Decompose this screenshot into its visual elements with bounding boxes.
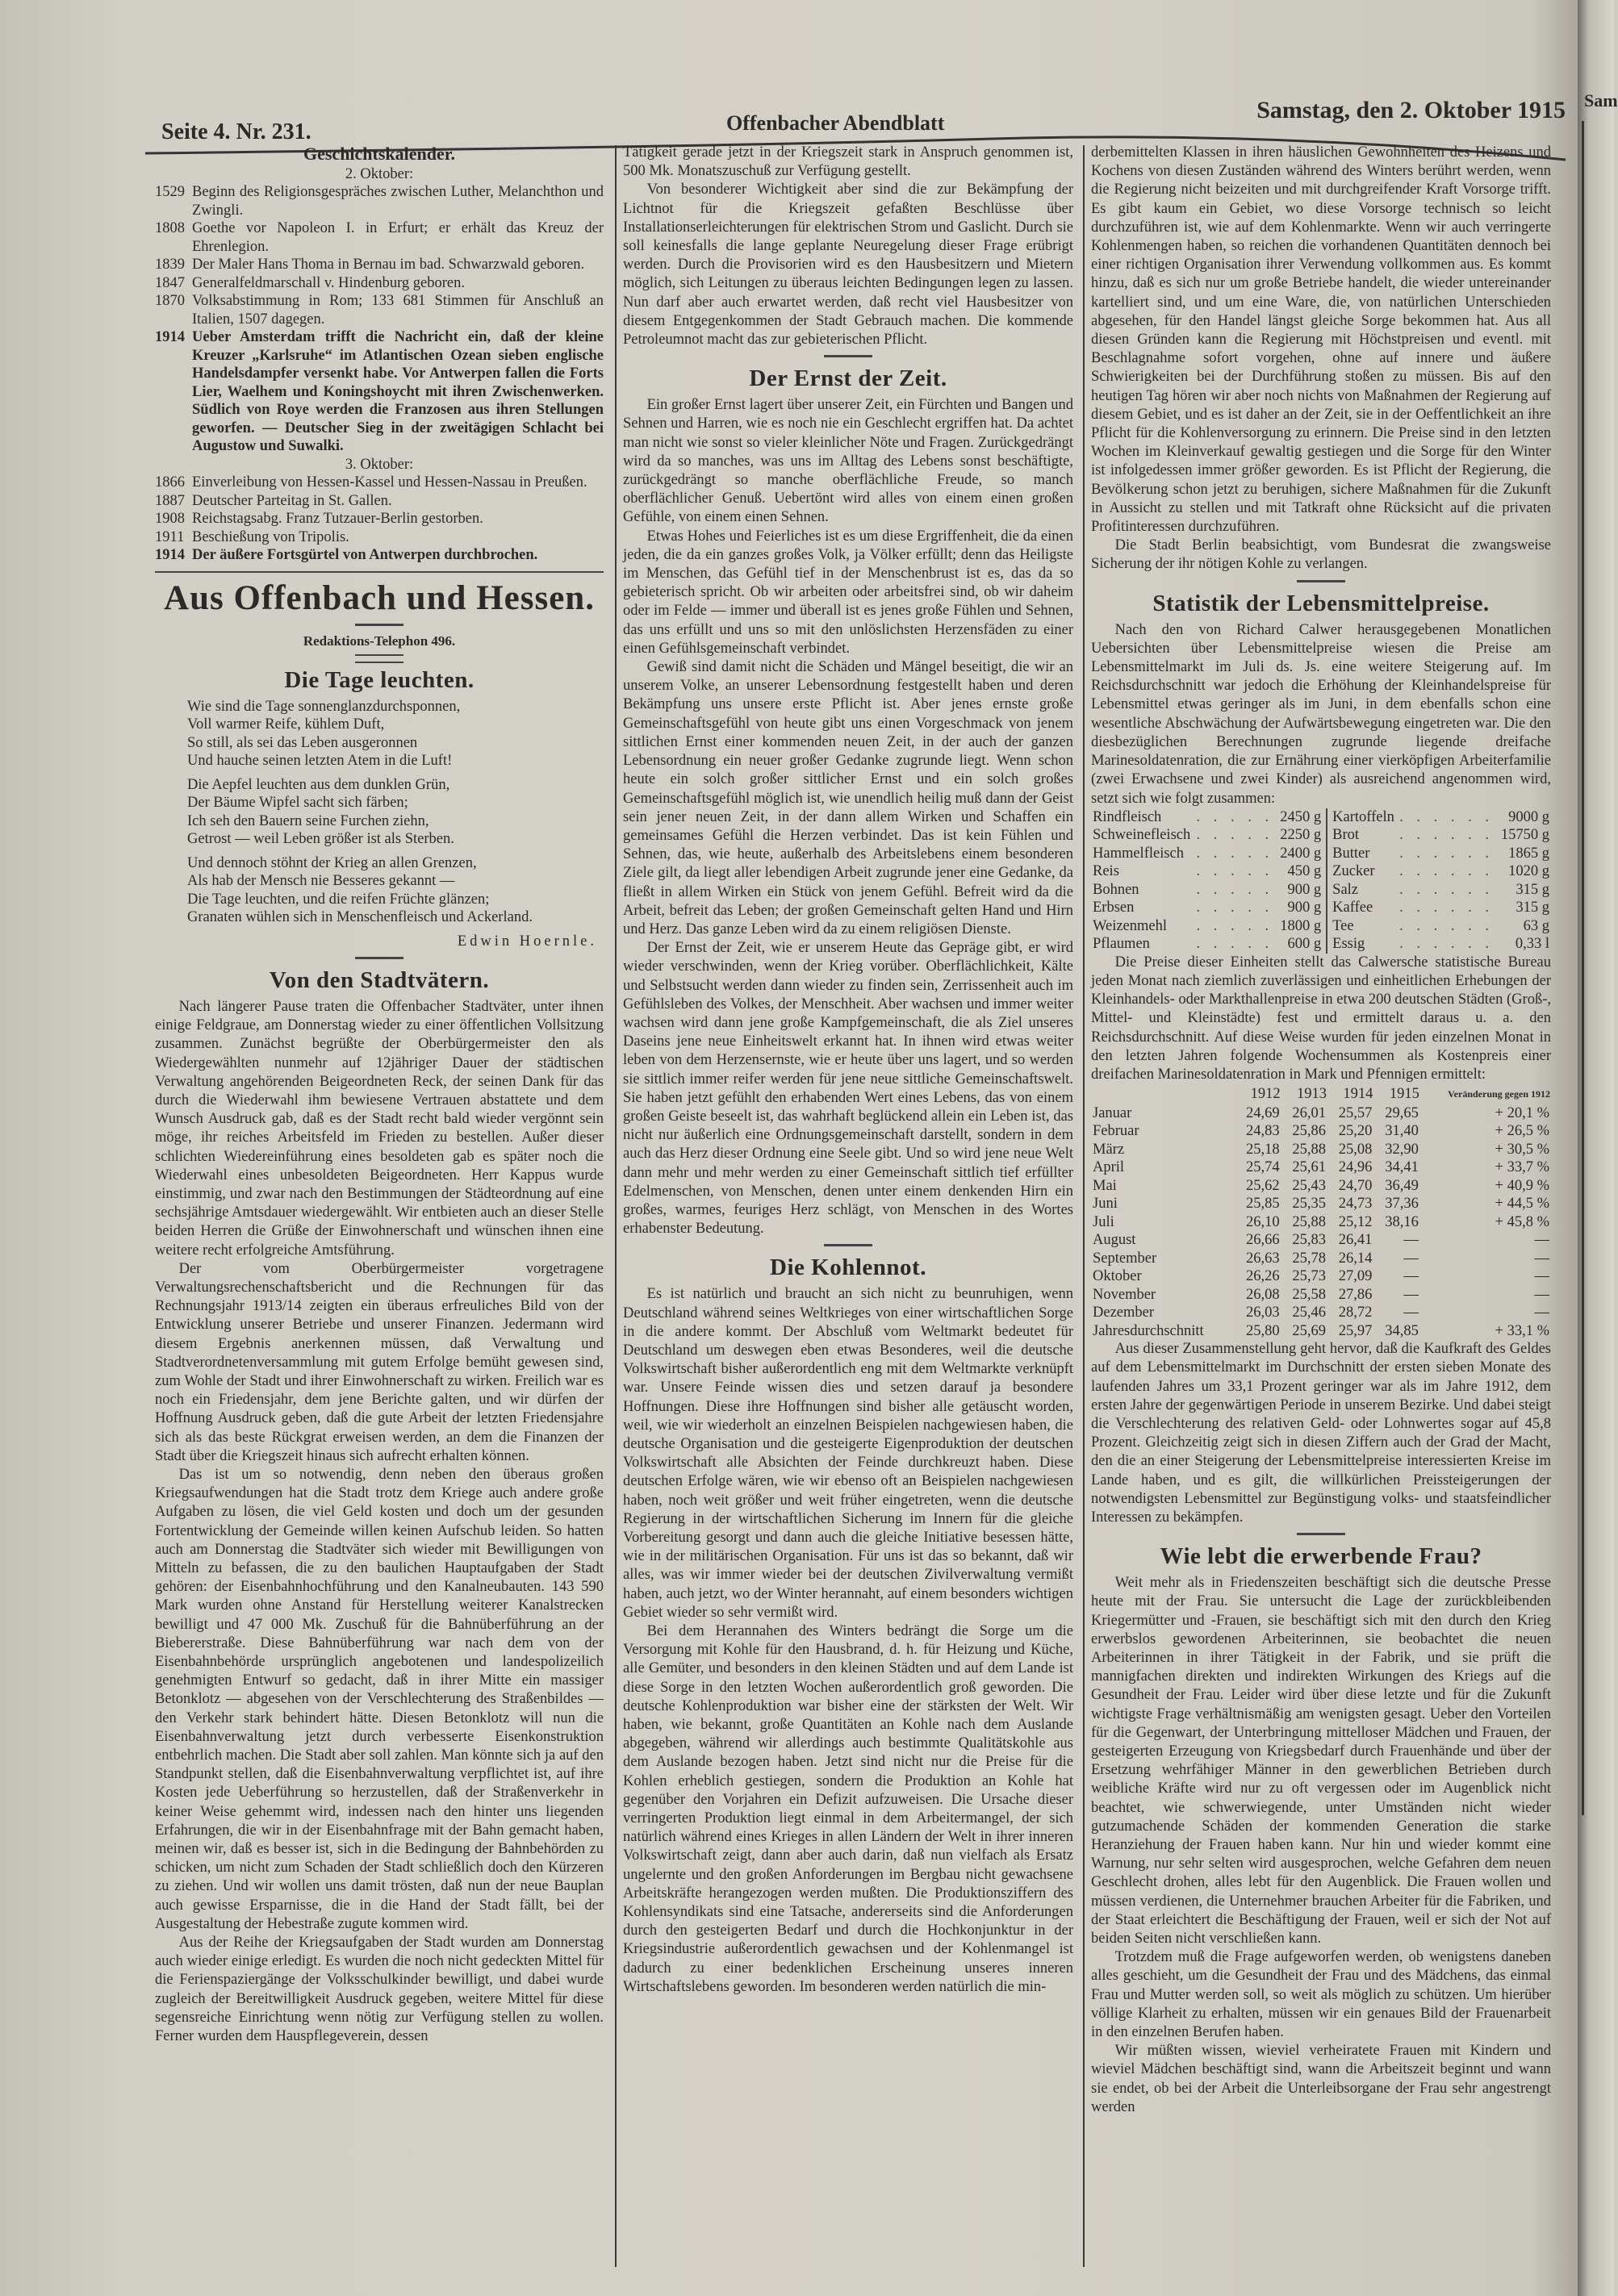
article-title: Die Kohlennot. — [770, 1254, 926, 1281]
change-value: + 33,7 % — [1495, 1159, 1549, 1176]
event-text: Ueber Amsterdam trifft die Nachricht ein, daß der kleine Kreuzer „Karlsruhe“ im Atlantischen Ozean sieben englische Handelsdampfer versenkt habe. Vor Antwerpen fallen die Forts Lier, Waelhem und Koningshoycht mit ihren Zwischenwerken. Südlich von Roye werden die Franzosen aus ihren Stellungen geworfen. — Deutscher Sieg in der zweitägigen Schlacht bei Augustow und Suwalki. — [192, 329, 604, 454]
paragraph: Etwas Hohes und Feierliches ist es um diese Ergriffenheit, die da einen jeden, die da ein ganzes großes Volk, ja Völker erfüllt; denn das Heiligste im Menschen, das Gefühl tief in der Menschenbrust ist es, das da so gebieterisch spricht. Ob wir arbeiten oder arbeitsfrei sind, ob wir daheim oder im Felde — immer und überall ist es jenes große Fühlen und Sehnen, das uns erfüllt und uns so mit den unlöslichsten Herzensfäden zu einer einen Gefühlsgemeinschaft verbindet. — [623, 528, 1073, 657]
food-item: Rindfleisch — [1093, 808, 1162, 825]
price-value: 24,83 — [1246, 1123, 1280, 1140]
price-value: 26,14 — [1338, 1250, 1373, 1267]
food-item: Reis — [1093, 863, 1119, 880]
calendar-event — [155, 492, 604, 511]
column-divider — [1083, 145, 1085, 2267]
leader-dots: . . . . . . — [1399, 900, 1494, 916]
month-label: September — [1093, 1250, 1157, 1267]
month-header — [1091, 1084, 1235, 1104]
price-value: 31,40 — [1385, 1123, 1419, 1140]
paragraph: Das ist um so notwendig, denn neben den überaus großen Kriegsaufwendungen hat die Stadt trotz dem Kriege auch andere große Aufgaben zu lösen, die viel Geld kosten und doch um der gesunden Fortentwicklung der Gemeinde willen keinen Aufschub leiden. So hatten auch am Donnerstag die Stadtväter sich wieder mit Bewilligungen von Mitteln zu befassen, die zu den baulichen Hauptaufgaben der Stadt gehören: der Eisenbahnhochführung und den Kanalneubauten. 143 590 Mark wurden ohne Anstand für Herstellung weiterer Kanalstrecken bewilligt und 47 000 Mk. Zuschuß für die Bahnüberführung an der Biebererstraße. Diese Bahnüberführung war nach dem von der Eisenbahnbehörde ursprünglich angebotenen und landespolizeilich genehmigten Entwurf so gedacht, daß in ihrer Mitte ein massiger Betonklotz — abgesehen von der Verschlechterung des Straßenbildes — den Verkehr stark behindert hätte. Diesen Betonklotz will nun die Eisenbahnverwaltung jetzt durch verbesserte Eisenkonstruktion entbehrlich machen. Die Stadt aber soll zahlen. Man könnte sich ja auf den Standpunkt stellen, daß die Eisenbahnverwaltung verpflichtet ist, auf ihre Kosten jede Ueberführung so herzustellen, daß der Straßenverkehr in keiner Weise gehemmt wird, indessen nach den hinter uns liegenden Erfahrungen, die wir in der Eisenbahnfrage mit der Bahn gemacht haben, meinen wir, daß es besser ist, sich in die Bedingung der Bahnbehörden zu schicken, um nicht zum Schaden der Stadt schließlich doch den Kürzeren zu ziehen. Und wir wollen uns damit trösten, daß nun der neue Bauplan auch gewisse Ersparnisse, die in die Hand der Stadt fällt, bei der Ausgestaltung der Hebestraße zugute kommen wird. — [155, 1466, 604, 1932]
price-value: 25,73 — [1292, 1268, 1327, 1285]
leader-dots: . . . . . — [1196, 808, 1274, 825]
editorial-telephone: Redaktions-Telephon 496. — [303, 632, 456, 649]
month-label: Jahresdurchschnitt — [1093, 1322, 1204, 1339]
poem-line: Als hab der Mensch nie Besseres gekannt — — [187, 873, 455, 890]
divider — [355, 957, 403, 959]
calendar-date: 2. Oktober: — [345, 165, 414, 182]
food-item: Schweinefleisch — [1093, 827, 1191, 844]
leader-dots: . . . . . — [1196, 936, 1274, 953]
ration-row — [1091, 826, 1551, 845]
food-item: Erbsen — [1093, 900, 1135, 916]
month-label: Februar — [1093, 1123, 1139, 1140]
price-value: — — [1403, 1286, 1419, 1303]
price-value: 26,66 — [1246, 1232, 1280, 1249]
food-item: Hammelfleisch — [1093, 845, 1185, 862]
price-value: 36,49 — [1385, 1177, 1419, 1194]
article-title: Wie lebt die erwerbende Frau? — [1160, 1543, 1482, 1570]
price-value: 25,88 — [1292, 1141, 1327, 1158]
ration-row — [1091, 808, 1551, 827]
column-1 — [155, 144, 604, 2046]
event-text: Einverleibung von Hessen-Kassel und Hessen-Nassau in Preußen. — [192, 474, 587, 491]
price-value: 25,35 — [1292, 1196, 1327, 1213]
article-stadtvaeter — [155, 967, 604, 2046]
food-quantity: 900 g — [1277, 899, 1327, 917]
leader-dots: . . . . . . — [1399, 845, 1494, 862]
article-title: Der Ernst der Zeit. — [749, 365, 947, 392]
month-label: Januar — [1093, 1104, 1132, 1121]
calendar-event — [155, 274, 604, 293]
paragraph: Nach längerer Pause traten die Offenbacher Stadtväter, unter ihnen einige Feldgraue, am Donnerstag wieder zu einer öffentlichen Vollsitzung zusammen. Zunächst begrüßte der Oberbürgermeister den als Wiedergewählten nunmehr auf 12jähriger Dauer der städtischen Verwaltung angehörenden Beigeordneten Reck, der seinen Dank für das durch die Wiederwahl ihm bewiesene Vertrauen abstattete und dem Wunsch Ausdruck gab, daß es der Stadt recht bald wieder vergönnt sein möge, ihr reiches Arbeitsfeld im Frieden zu bestellen. Außer dieser schlichten Wiedereinführung eines besoldeten gab es später noch die Wiederwahl eines unbesoldeten Beigeordneten. Herr Kappus wurde einstimmig, und zwar nach den Bestimmungen der Städteordnung auf eine sechsjährige Amtsdauer wiedergewählt. Wir entbieten auch an dieser Stelle beiden Herren die Grüße der Einwohnerschaft und wünschen ihnen eine weitere recht erfolgreiche Amtsführung. — [155, 998, 604, 1259]
event-year: 1839 — [155, 257, 185, 273]
calendar-event — [155, 183, 604, 219]
issue-date: Samstag, den 2. Oktober 1915 — [1256, 97, 1566, 123]
article-kohlennot — [623, 1254, 1073, 1997]
paragraph: Tätigkeit gerade jetzt in der Kriegszeit stark in Anspruch genommen ist, 500 Mk. Monatszuschuß zur Verfügung gestellt. — [623, 144, 1073, 180]
food-quantity: 15750 g — [1500, 827, 1549, 844]
paragraph: Von besonderer Wichtigkeit aber sind die zur Bekämpfung der Lichtnot für die Kriegszeit gefaßten Beschlüsse über Installationserleichterungen für elektrischen Strom und Gaslicht. Durch sie soll keinesfalls die lange geplante Neuregelung dieser Frage erübrigt werden. Durch die Provisorien wird es den Hausbesitzern und Mietern möglich, sich Leitungen zu überaus leichten Bedingungen legen zu lassen. Nun darf aber auch erwartet werden, daß recht viel Hausbesitzer von diesem Entgegenkommen der Stadt Gebrauch machen. Die kommende Petroleumnot macht das zur gebieterischen Pflicht. — [623, 182, 1073, 349]
poem-stanza — [187, 698, 604, 770]
divider — [355, 654, 403, 663]
food-item: Zucker — [1332, 863, 1375, 880]
change-value: + 40,9 % — [1495, 1177, 1549, 1194]
year-header: 1915 — [1389, 1086, 1419, 1103]
leader-dots: . . . . . . — [1399, 917, 1494, 934]
price-value: 25,85 — [1246, 1196, 1280, 1213]
food-item: Kartoffeln — [1332, 808, 1394, 825]
article-title: Statistik der Lebensmittelpreise. — [1152, 590, 1490, 616]
leader-dots: . . . . . — [1196, 900, 1274, 916]
price-value: 26,41 — [1338, 1232, 1373, 1249]
price-value: 32,90 — [1385, 1141, 1419, 1158]
food-quantity: 9000 g — [1508, 808, 1549, 825]
change-value: + 30,5 % — [1495, 1141, 1549, 1158]
price-value: 25,18 — [1246, 1141, 1280, 1158]
price-value: 24,73 — [1338, 1196, 1373, 1213]
price-value: 25,20 — [1338, 1123, 1373, 1140]
food-quantity: 1800 g — [1277, 917, 1327, 936]
event-year: 1808 — [155, 220, 185, 236]
price-value: 25,12 — [1338, 1213, 1373, 1230]
paragraph: Die Stadt Berlin beabsichtigt, vom Bundesrat die zwangsweise Sicherung der ihr nötigen Kohle zu verlangen. — [1091, 537, 1551, 573]
poem-line: Granaten wühlen sich in Menschenfleisch und Ackerland. — [187, 909, 533, 926]
price-row — [1091, 1104, 1551, 1123]
paragraph: Der Ernst der Zeit, wie er unserem Heute das Gepräge gibt, er wird wieder verschwinden, wenn der Krieg vorüber. Oberflächlichkeit, Kälte und Selbstsucht werden dann wieder zu finden sein, Zerrissenheit auch im Gefühlsleben des Volkes, der Menschheit. Aber wachsen und immer weiter wachsen wird dann jene große Kampfgemeinschaft, die als Ziel unseres Daseins jene neue Einheitswelt erkannt hat. In ihnen wird etwas weiter leben von dem Herzensernste, wie er heute über uns lagert, und so werden sie sittlich immer reifer werden für jene neue sittliche Gemeinschaftswelt. Sie haben jetzt gefühlt den erhabenden Wert eines Lebens, das von einem großen Geiste beseelt ist, das wahrhaft beglückend allein ein Leben ist, das nicht nur äußerlich eine Ordnungsgemeinschaft darstellt, sondern in dem auch das Herz dieser Ordnung eine Seele gibt. Und so wird jene neue Welt dann mehr und mehr werden zu einer Gemeinschaft sittlich tief erfüllter Edelmenschen, von Menschen, denen unter einem denkenden Hirn ein großes, warmes, feuriges Herz schlägt, von Menschen in des Wortes erhabenster Bedeutung. — [623, 940, 1073, 1238]
paragraph: Wir müßten wissen, wieviel verheiratete Frauen mit Kindern und wieviel Mädchen beschäftigt sind, wann die Arbeitszeit beginnt und wann sie endet, ob bei der Arbeit die Unterleibsorgane der Frau sehr angestrengt werden — [1091, 2043, 1551, 2115]
price-value: 24,70 — [1338, 1177, 1373, 1194]
event-year: 1908 — [155, 511, 185, 527]
divider — [155, 571, 604, 573]
leader-dots: . . . . . . — [1399, 936, 1494, 953]
price-value: 25,62 — [1246, 1177, 1280, 1194]
price-value: 27,09 — [1338, 1268, 1373, 1285]
event-year: 1911 — [155, 528, 185, 545]
food-item: Pflaumen — [1093, 936, 1150, 953]
month-label: November — [1093, 1286, 1156, 1303]
price-value: 34,41 — [1385, 1159, 1419, 1176]
price-value: 24,96 — [1338, 1159, 1373, 1176]
divider — [1297, 1533, 1345, 1535]
poem-stanza — [187, 854, 604, 927]
adjacent-frame — [1582, 121, 1616, 1815]
poem-stanza — [187, 776, 604, 849]
paragraph: Der vom Oberbürgermeister vorgetragene Verwaltungsrechenschaftsbericht und die Rechnungen für das Rechnungsjahr 1913/14 zeigten ein überaus erfreuliches Bild von der Entwicklung unserer Betriebe und unserer Finanzen. Jedermann wird diesem Ergebnis anerkennen müssen, daß Verwaltung und Stadtverordnetenversammlung mit gutem Erfolge bemüht gewesen sind, zum Wohle der Stadt und ihrer Einwohnerschaft zu wirken. Freilich war es noch ein Friedensjahr, dem jene Berichte galten, und wir dürfen der Hoffnung Ausdruck geben, daß die gute Arbeit der letzten Friedensjahre sich als das beste Rückgrat erweisen werden, an dem die Finanzen der Stadt über die Kriegszeit hinaus sich aufrecht erhalten können. — [155, 1260, 604, 1464]
food-item: Brot — [1332, 827, 1360, 844]
change-value: — — [1534, 1268, 1549, 1285]
price-value: 25,86 — [1292, 1123, 1327, 1140]
calendar-event — [155, 219, 604, 256]
price-row — [1091, 1141, 1551, 1159]
food-item: Salz — [1332, 881, 1359, 898]
event-year: 1870 — [155, 293, 185, 309]
leader-dots: . . . . . . — [1399, 827, 1494, 844]
price-value: 25,58 — [1292, 1286, 1327, 1303]
change-value: — — [1534, 1286, 1549, 1303]
price-value: 28,72 — [1338, 1305, 1373, 1321]
article-ernst-der-zeit — [623, 365, 1073, 1238]
price-value: 25,61 — [1292, 1159, 1327, 1176]
month-label: Juli — [1093, 1213, 1114, 1230]
article-erwerbende-frau — [1091, 1543, 1551, 2117]
price-value: 26,63 — [1246, 1250, 1280, 1267]
price-value: 25,83 — [1292, 1232, 1327, 1249]
price-row — [1091, 1286, 1551, 1305]
price-value: 25,57 — [1338, 1104, 1373, 1121]
poem-line: Getrost — weil Leben größer ist als Sterben. — [187, 831, 454, 848]
change-value: + 45,8 % — [1495, 1213, 1549, 1230]
event-text: Beschießung von Tripolis. — [192, 528, 349, 545]
price-row — [1091, 1231, 1551, 1250]
leader-dots: . . . . . — [1196, 881, 1274, 898]
food-item: Butter — [1332, 845, 1370, 862]
page-number: Seite 4. Nr. 231. — [161, 119, 311, 144]
change-value: — — [1534, 1305, 1549, 1321]
ration-table — [1091, 808, 1551, 954]
change-value: + 44,5 % — [1495, 1196, 1549, 1213]
food-item: Weizenmehl — [1093, 917, 1167, 934]
food-item: Essig — [1332, 936, 1365, 953]
poem-line: Wie sind die Tage sonnenglanzdurchsponnen, — [187, 698, 461, 715]
calendar-event — [155, 292, 604, 328]
calendar-date: 3. Oktober: — [345, 456, 414, 473]
change-value: + 20,1 % — [1495, 1104, 1549, 1121]
calendar-event — [155, 474, 604, 492]
article-body — [155, 998, 604, 2046]
event-text: Goethe vor Napoleon I. in Erfurt; er erhält das Kreuz der Ehrenlegion. — [192, 220, 604, 255]
food-item: Kaffee — [1332, 900, 1373, 916]
price-value: 25,43 — [1292, 1177, 1327, 1194]
paragraph: Weit mehr als in Friedenszeiten beschäftigt sich die deutsche Presse heute mit der Frau. Sie untersucht die Lage der zurückbleibenden Kriegermütter und -Frauen, sie beschäftigt sich mit den durch den Krieg erwerbslos gewordenen Arbeiterinnen, sie beobachtet die neuen Arbeiterinnen in ihrer Tätigkeit in der Fabrik, und sie prüft die mannigfachen direkten und indirekten Wirkungen des Kriegs auf die Gesundheit der Frau. Leider wird über diese letzte und für die Zukunft wichtigste Frage verhältnismäßig am wenigsten gesagt. Ueber den Vorteilen für die Gegenwart, der Unterbringung mittelloser Mädchen und Frauen, der gesteigerten Erzeugung von Kriegsbedarf durch Frauenhände und über der Ersetzung wehrfähiger Männer in den gewerblichen Betrieben durch weibliche Kräfte wird nur zu oft vergessen oder im Augenblick nicht beachtet, wie schwerwiegende, unter Umständen nicht wieder gutzumachende Schäden der kommenden Generation die starke Heranziehung der Frauen haben kann. Nur hin und wieder kommt eine Warnung, nur sehr selten wird ausgesprochen, welche Gefahren dem neuen Geschlecht drohen, alles lebt für den Augenblick. Die Frauen wollen und müssen verdienen, die Unternehmer brauchen Arbeiter für die Fabriken, und der Staat erleichtert die Beschäftigung der Frauen, weil er sich der Not auf beiden Seiten nicht verschließen kann. — [1091, 1575, 1551, 1947]
change-value: — — [1534, 1250, 1549, 1267]
leader-dots: . . . . . — [1196, 863, 1274, 880]
poem-line: Der Bäume Wipfel sacht sich färben; — [187, 795, 408, 812]
price-value: — — [1403, 1250, 1419, 1267]
adjacent-masthead: Sam — [1584, 90, 1618, 111]
change-value: — — [1534, 1232, 1549, 1249]
poem-line: Die Aepfel leuchten aus dem dunklen Grün, — [187, 776, 450, 793]
year-header: 1912 — [1250, 1086, 1281, 1103]
event-text: Beginn des Religionsgespräches zwischen Luther, Melanchthon und Zwingli. — [192, 184, 604, 219]
month-label: April — [1093, 1159, 1125, 1176]
price-value: 25,78 — [1292, 1250, 1327, 1267]
article-statistik — [1091, 591, 1551, 1527]
month-label: Mai — [1093, 1177, 1117, 1194]
price-row — [1091, 1250, 1551, 1268]
price-row — [1091, 1267, 1551, 1286]
price-row — [1091, 1195, 1551, 1213]
leader-dots: . . . . . . — [1399, 863, 1494, 880]
price-row — [1091, 1304, 1551, 1322]
poem-line: Und hauche seinen letzten Atem in die Luft! — [187, 753, 453, 770]
price-value: 26,01 — [1292, 1104, 1327, 1121]
price-value: 29,65 — [1385, 1104, 1419, 1121]
event-text: Reichstagsabg. Franz Tutzauer-Berlin gestorben. — [192, 511, 483, 527]
change-value: + 33,1 % — [1495, 1322, 1549, 1339]
price-value: 25,46 — [1292, 1305, 1327, 1321]
ration-row — [1091, 935, 1551, 954]
event-text: Deutscher Parteitag in St. Gallen. — [192, 492, 392, 509]
calendar-title: Geschichtskalender. — [303, 144, 456, 164]
food-quantity: 600 g — [1277, 935, 1327, 954]
calendar-event — [155, 546, 604, 565]
month-label: Dezember — [1093, 1305, 1155, 1321]
divider — [355, 624, 403, 626]
price-value: 26,08 — [1246, 1286, 1280, 1303]
calendar-event — [155, 510, 604, 528]
paragraph: Gewiß sind damit nicht die Schäden und Mängel beseitigt, die wir an unserem Volke, an unserer Lebensordnung festgestellt haben und deren Bekämpfung uns unsere erste Pflicht ist. Aber jenes ernste große Gemeinschaftsgefühl von heute gibt uns einen Vorgeschmack von jenem sittlichen Ernst einer kommenden neuen Zeit, in der auch der ganzen Lebensordnung ein neuer großer Gedanke zugrunde liegt. Wenn schon heute ein solch großer sittlicher Ernst und ein solch großes Gemeinschaftsgefühl möglich ist, wie unendlich heilig muß dann der Geist sein jener neuen Zeit, in der dann allem Wirken und Schaffen ein gemeinsames Gefühl die Herzen verbindet. Das ist kein Fühlen und Sehnen, das, wie heute, außerhalb des Arbeitslebens einem besonderen Ziele gilt, da liegt aller lebendigen Arbeit zugrunde jener eine Gedanke, da fließt in allem Wirken ein Stück von jenem Gefühl. Befreit wird da die Arbeit, befreit das Leben; der großen Gemeinschaft gelten Hand und Hirn und Herz. Das ganze Leben wird da zu einem religiösen Dienste. — [623, 659, 1073, 937]
month-label: Oktober — [1093, 1268, 1142, 1285]
price-value: 25,80 — [1246, 1322, 1280, 1339]
food-quantity: 63 g — [1523, 917, 1549, 934]
event-year: 1866 — [155, 474, 185, 491]
price-value: 25,08 — [1338, 1141, 1373, 1158]
price-value: 37,36 — [1385, 1196, 1419, 1213]
price-row — [1091, 1158, 1551, 1177]
food-quantity: 1020 g — [1508, 863, 1549, 880]
food-quantity: 315 g — [1516, 900, 1549, 916]
price-value: 26,26 — [1246, 1268, 1280, 1285]
month-label: August — [1093, 1232, 1136, 1249]
price-value: 27,86 — [1338, 1286, 1373, 1303]
poem-line: Die Tage leuchten, und die reifen Früchte glänzen; — [187, 891, 490, 908]
month-label: Juni — [1093, 1196, 1118, 1213]
event-year: 1847 — [155, 274, 185, 291]
ration-row — [1091, 899, 1551, 917]
history-calendar — [155, 145, 604, 565]
poem-line: Ich seh den Bauern seine Furchen ziehn, — [187, 812, 429, 829]
price-row — [1091, 1322, 1551, 1341]
article-body — [1091, 1574, 1551, 2117]
paragraph: derbemittelten Klassen in ihren häuslichen Gewohnheiten des Heizens und Kochens von diesen Zuständen während des Winters berührt werden, wenn die Regierung nicht beizeiten und mit durchgreifender Kraft Vorsorge trifft. Es gibt kaum ein Gebiet, wo diese Vorsorge technisch so leicht durchzuführen ist, wie auf dem Kohlenmarkte. Wenn wir auch verringerte Kohlenmengen haben, so reichen die vorhandenen Quantitäten dennoch bei einer richtigen Organisation ihrer Verwendung vollkommen aus. Es kommt hinzu, daß es sich nur um große Betriebe handelt, die wieder untereinander kartelliert sind, und um eine Ware, die, von natürlichen Unterschieden abgesehen, für den Handel längst gleiche Sorge bekommen hat. Aus all diesen Gründen kann die Regierung mit Höchstpreisen und eventl. mit Beschlagnahme sofort vorgehen, ohne auf innere und äußere Schwierigkeiten bei der Durchführung stoßen zu müssen. Bis auf den heutigen Tag hören wir aber noch nichts von Maßnahmen der Regierung auf diesem Gebiet, und es ist daher an der Zeit, sie in der Oeffentlichkeit an ihre Pflicht für die Kohlenversorgung zu erinnern. Die Preise sind in den letzten Wochen im Kleinverkauf gewaltig gestiegen und die Sorge für den Winter ist infolgedessen immer größer geworden. Es ist Pflicht der Regierung, die Bevölkerung schon jetzt zu beruhigen, sichere Maßnahmen für die Zukunft in Aussicht zu stellen und mit Tatkraft ohne Rücksicht auf die privaten Profitinteressen durchzuführen. — [1091, 144, 1551, 536]
paragraph: Trotzdem muß die Frage aufgeworfen werden, ob wenigstens daneben alles geschieht, um die Gesundheit der Frau und des Mädchens, das einmal Frau und Mutter werden soll, so weit als möglich zu schützen. Um hierüber völlige Klarheit zu erhalten, müssen wir ein genaues Bild der Frauenarbeit in den einzelnen Berufen haben. — [1091, 1949, 1551, 2041]
price-value: 26,03 — [1246, 1305, 1280, 1321]
ration-row — [1091, 845, 1551, 863]
poem-line: Voll warmer Reife, kühlem Duft, — [187, 716, 385, 733]
event-year: 1529 — [155, 184, 185, 200]
column-divider — [615, 145, 617, 2267]
paragraph: Es ist natürlich und braucht an sich nicht zu beunruhigen, wenn Deutschland während seines Weltkrieges von einer wirtschaftlichen Sorge in die andere kommt. Der Abschluß vom Weltmarkt bedeutet für Deutschland um deswegen eben etwas Besonderes, weil die deutsche Volkswirtschaft bisher außerordentlich eng mit dem Weltmarkte verknüpft war. Unsere Feinde wissen dies und setzen darauf ja besondere Hoffnungen. Diese ihre Hoffnungen sind bisher alle getäuscht worden, weil, wie wir wiederholt an einzelnen Beispielen nachgewiesen haben, die deutsche Organisation und die gesteigerte Eigenproduktion der deutschen Volkswirtschaft alle Absichten der Feinde durchkreuzt haben. Diese deutschen Erfolge wären, wie wir ebenso oft an Beispielen nachgewiesen haben, noch weit größer und weit früher eingetreten, wenn die deutsche Regierung in der wirtschaftlichen Sicherung im Innern für die gleiche Vorbereitung gesorgt und dann auch die gleiche Initiative besessen hätte, wie in der militärischen Organisation. Für uns ist das so bekannt, daß wir alles, was wir immer wieder bei der deutschen Zivilverwaltung vermißt haben, auch jetzt, wo der Winter herannaht, auf einem besonders wichtigen Gebiet wieder so sehr vermißt wird. — [623, 1286, 1073, 1621]
article-body — [623, 144, 1073, 349]
food-quantity: 2250 g — [1277, 826, 1327, 845]
paragraph: Die Preise dieser Einheiten stellt das Calwersche statistische Bureau jeden Monat nach ziemlich zuverlässigen und einheitlichen Erhebungen der Kleinhandels- oder Markthallenpreise in etwa 200 deutschen Städten (Groß-, Mittel- und Kleinstädte) fest und ermittelt daraus u. a. den Reichsdurchschnitt. Auf diese Weise wurden für jeden einzelnen Monat in den letzten Jahren folgende Wochensummen als Kostenpreis einer dreifachen Marinesoldatenration in Mark und Pfennigen ermittelt: — [1091, 954, 1551, 1083]
poem-title: Die Tage leuchten. — [284, 666, 475, 693]
event-text: Volksabstimmung in Rom; 133 681 Stimmen für Anschluß an Italien, 1507 dagegen. — [192, 293, 604, 328]
divider — [1297, 580, 1345, 582]
price-row — [1091, 1122, 1551, 1141]
paragraph: Aus dieser Zusammenstellung geht hervor, daß die Kaufkraft des Geldes auf dem Lebensmittelmarkt im Durchschnitt der ersten sieben Monate des laufenden Jahres um 33,1 Prozent geringer war als im Jahre 1912, dem ersten Jahre der gegenwärtigen Periode in unserem Bezirke. Und dabei steigt die Verschlechterung des relativen Geld- oder Lohnwertes sogar auf 45,8 Prozent. Gleichzeitig zeigt sich in diesen Ziffern auch der Grad der Macht, den die an einer Steigerung der Lebensmittelpreise interessierten Kreise im Lande haben, und es gilt, die willkürlichen Preissteigerungen der notwendigsten Lebensmittel zur Begünstigung volks- und staatsfeindlicher Interessen zu bekämpfen. — [1091, 1341, 1551, 1526]
price-value: 25,88 — [1292, 1213, 1327, 1230]
calendar-event — [155, 256, 604, 274]
food-item: Tee — [1332, 917, 1354, 934]
price-value: 26,10 — [1246, 1213, 1280, 1230]
price-value: 25,97 — [1338, 1322, 1373, 1339]
food-quantity: 2400 g — [1277, 845, 1327, 863]
event-year: 1914 — [155, 547, 185, 563]
paragraph: Nach den von Richard Calwer herausgegebenen Monatlichen Uebersichten über Lebensmittelpreise wiesen die Preise am Lebensmittelmarkt im Juli ds. Js. eine weitere Steigerung auf. Im Reichsdurchschnitt war jedoch die Erhöhung der Kleinhandelspreise für Lebensmittel etwas geringer als im Juni, in dem ebenfalls schon eine wesentliche Abschwächung der Aufwärtsbewegung eingetreten war. Die den diesbezüglichen Berechnungen zugrunde liegende dreifache Marinesoldatenration, die zur Ernährung einer vierköpfigen Arbeiterfamilie (zwei Erwachsene und zwei Kinder) als ausreichend angenommen wird, setzt sich wie folgt zusammen: — [1091, 621, 1551, 807]
food-quantity: 0,33 l — [1515, 936, 1549, 953]
price-row — [1091, 1213, 1551, 1232]
column-3 — [1091, 144, 1551, 2117]
poem-line: Und dennoch stöhnt der Krieg an allen Grenzen, — [187, 854, 477, 871]
calendar-event — [155, 528, 604, 547]
paragraph: Aus der Reihe der Kriegsaufgaben der Stadt wurden am Donnerstag auch wieder einige erledigt. Es wurden die noch nicht gedeckten Mittel für die Ferienspaziergänge der Volksschulkinder bewilligt, und dabei wurde zugleich der Bereitwilligkeit Ausdruck gegeben, weitere Mittel für diese segensreiche Einrichtung wenn nötig zur Verfügung stellen zu wollen. Ferner wurden dem Hauspflegeverein, dessen — [155, 1935, 604, 2045]
price-value: 25,69 — [1292, 1322, 1327, 1339]
year-header: 1913 — [1297, 1086, 1327, 1103]
price-value: 25,74 — [1246, 1159, 1280, 1176]
price-table — [1091, 1084, 1551, 1340]
food-quantity: 2450 g — [1277, 808, 1327, 827]
price-value: 24,69 — [1246, 1104, 1280, 1121]
article-title: Von den Stadtvätern. — [269, 966, 490, 993]
food-item: Bohnen — [1093, 881, 1139, 898]
food-quantity: 1865 g — [1508, 845, 1549, 862]
ration-row — [1091, 881, 1551, 900]
article-body — [623, 396, 1073, 1238]
price-value: — — [1403, 1268, 1419, 1285]
price-value: 38,16 — [1385, 1213, 1419, 1230]
event-year: 1887 — [155, 492, 185, 509]
event-year: 1914 — [155, 329, 185, 345]
poem-line: So still, als sei das Leben ausgeronnen — [187, 734, 418, 751]
price-row — [1091, 1177, 1551, 1196]
article-body — [623, 1285, 1073, 1997]
poem-author: Edwin Hoernle. — [457, 933, 597, 950]
leader-dots: . . . . . — [1196, 827, 1274, 844]
price-value: 34,85 — [1385, 1322, 1419, 1339]
ration-row — [1091, 917, 1551, 936]
month-label: März — [1093, 1141, 1125, 1158]
paragraph: Bei dem Herannahen des Winters bedrängt die Sorge um die Versorgung mit Kohle für den Hausbrand, d. h. für Heizung und Küche, alle Gemüter, und besonders in den kleinen Städten und auf dem Lande ist diese Sorge in den letzten Wochen außerordentlich groß geworden. Die deutsche Kohlenproduktion war bisher eine der stärksten der Welt. Wir haben, wie bekannt, große Quantitäten an Kohle nach dem Auslande abgegeben, während wir allerdings auch bestimmte Qualitätskohle aus dem Auslande bezogen haben. Jetzt sind nicht nur die Preise für die Kohlen erheblich gestiegen, sondern die Produktion an Kohle hat gegenüber den Vorjahren ein Defizit aufzuweisen. Die Ursache dieser verringerten Produktion liegt einmal in dem Arbeitermangel, der sich natürlich während eines Krieges in allen Ländern der Welt in ihrer inneren Volkswirtschaft zeigt, dann aber auch darin, daß nun vielfach als Ersatz ungelernte und den großen Anforderungen im Bergbau nicht gewachsene Arbeitskräfte herangezogen werden mußten. Die Produktionsziffern des Kohlensyndikats sind eine Tatsache, andererseits sind die Anforderungen durch den gesteigerten Bedarf und durch die Hochkonjunktur in der Kriegsindustrie außerordentlich gewachsen und der Kohlenmangel ist dadurch zu einer bedenklichen Erscheinung unseres inneren Wirtschaftslebens geworden. Im besonderen werden natürlich die min- — [623, 1623, 1073, 1995]
change-value: + 26,5 % — [1495, 1123, 1549, 1140]
food-quantity: 315 g — [1516, 881, 1549, 898]
divider — [824, 355, 872, 357]
adjacent-page-edge — [1578, 0, 1618, 2296]
divider — [824, 1244, 872, 1246]
year-header: 1914 — [1343, 1086, 1373, 1103]
price-value: — — [1403, 1305, 1419, 1321]
leader-dots: . . . . . . — [1399, 881, 1494, 898]
paragraph: Ein großer Ernst lagert über unserer Zeit, ein Fürchten und Bangen und Sehnen und Harren, wie es noch nie ein Geschlecht ergriffen hat. Da achtet man nicht wie sonst so vieler kleinlicher Nöte und Fragen. Zurückgedrängt wird da so manches, was uns im Alltag des Lebens sonst beschäftigte, zurückgedrängt so manche oberflächliche Freude, so manch oberflächlicher Genuß. Uebertönt wird alles von einem einen großen Gefühle, von einem einen Sehnen. — [623, 397, 1073, 526]
leader-dots: . . . . . . — [1399, 808, 1494, 825]
food-quantity: 900 g — [1277, 881, 1327, 900]
price-value: — — [1403, 1232, 1419, 1249]
leader-dots: . . . . . — [1196, 917, 1274, 934]
calendar-event — [155, 328, 604, 456]
leader-dots: . . . . . — [1196, 845, 1274, 862]
section-title: Aus Offenbach und Hessen. — [164, 578, 595, 617]
event-text: Der äußere Fortsgürtel von Antwerpen durchbrochen. — [192, 547, 538, 563]
event-text: Generalfeldmarschall v. Hindenburg geboren. — [192, 274, 466, 291]
newspaper-title: Offenbacher Abendblatt — [726, 111, 945, 135]
change-header: Veränderung gegen 1912 — [1448, 1087, 1550, 1100]
food-quantity: 450 g — [1277, 862, 1327, 881]
event-text: Der Maler Hans Thoma in Bernau im bad. Schwarzwald geboren. — [192, 257, 585, 273]
ration-row — [1091, 862, 1551, 881]
column-2 — [623, 144, 1073, 1997]
article-body — [1091, 144, 1551, 574]
poem — [155, 667, 604, 951]
